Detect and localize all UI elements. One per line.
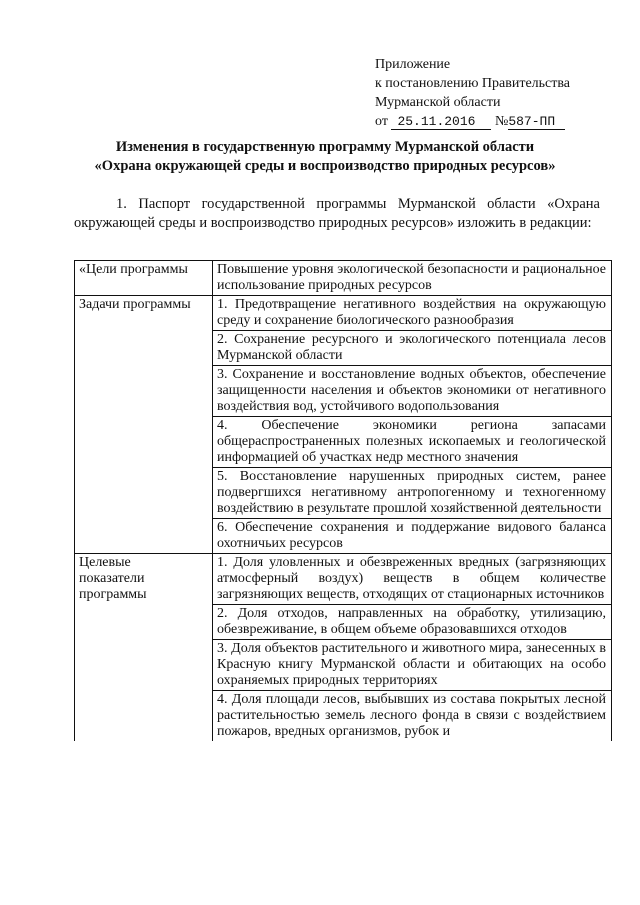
goals-text: Повышение уровня экологической безопасности и рациональное использование природных ресурсов — [213, 261, 612, 296]
task-item: 4. Обеспечение экономики региона запасами общераспространенных полезных ископаемых и геологической информацией об участках недр местного значения — [213, 417, 612, 468]
table-row — [75, 261, 612, 296]
indicators-label-line-3: программы — [79, 587, 147, 602]
task-item: 6. Обеспечение сохранения и поддержание видового баланса охотничьих ресурсов — [213, 519, 612, 554]
indicator-item: 3. Доля объектов растительного и животного мира, занесенных в Красную книгу Мурманской области и обитающих на особо охраняемых природных территориях — [213, 640, 612, 691]
task-item: 2. Сохранение ресурсного и экологического потенциала лесов Мурманской области — [213, 331, 612, 366]
indicator-item: 2. Доля отходов, направленных на обработку, утилизацию, обезвреживание, в общем объеме образовавшихся отходов — [213, 605, 612, 640]
appendix-header — [375, 55, 570, 131]
date-prefix: от — [375, 114, 388, 129]
number-prefix: № — [494, 114, 509, 129]
title-line-1: Изменения в государственную программу Мурманской области — [115, 139, 535, 155]
indicators-label-line-2: показатели — [79, 571, 145, 586]
task-item: 5. Восстановление нарушенных природных систем, ранее подвергшихся негативному антропогенному и техногенному воздействию в результате прошлой хозяйственной деятельности — [213, 468, 612, 519]
appendix-resolution: к постановлению Правительства — [375, 76, 571, 91]
document-title — [40, 138, 610, 176]
goals-label: «Цели программы — [75, 261, 213, 296]
indicators-label-line-1: Целевые — [79, 555, 131, 570]
indicator-item: 4. Доля площади лесов, выбывших из состава покрытых лесной растительностью земель лесного фонда в связи с воздействием пожаров, вредных организмов, рубок и — [213, 691, 612, 742]
resolution-date: 25.11.2016 — [391, 114, 491, 130]
task-item: 1. Предотвращение негативного воздействия на окружающую среду и сохранение биологического разнообразия — [213, 296, 612, 331]
task-item: 3. Сохранение и восстановление водных объектов, обеспечение защищенности населения и объектов экономики от негативного воздействия вод, устойчивого водопользования — [213, 366, 612, 417]
resolution-number: 587-ПП — [508, 114, 565, 130]
program-passport-table — [74, 260, 612, 741]
indicators-label — [75, 554, 213, 742]
table-row — [75, 554, 612, 605]
table-row — [75, 296, 612, 331]
appendix-region: Мурманской области — [375, 95, 501, 110]
intro-paragraph — [74, 195, 600, 233]
tasks-label: Задачи программы — [75, 296, 213, 554]
intro-text: 1. Паспорт государственной программы Мурманской области «Охрана окружающей среды и воспроизводство природных ресурсов» изложить в редакции: — [74, 196, 600, 231]
appendix-date-line — [375, 112, 570, 131]
title-line-2: «Охрана окружающей среды и воспроизводство природных ресурсов» — [94, 158, 556, 174]
indicator-item: 1. Доля уловленных и обезвреженных вредных (загрязняющих атмосферный воздух) веществ в общем количестве загрязняющих веществ, отходящих от стационарных источников — [213, 554, 612, 605]
appendix-title: Приложение — [375, 57, 451, 72]
